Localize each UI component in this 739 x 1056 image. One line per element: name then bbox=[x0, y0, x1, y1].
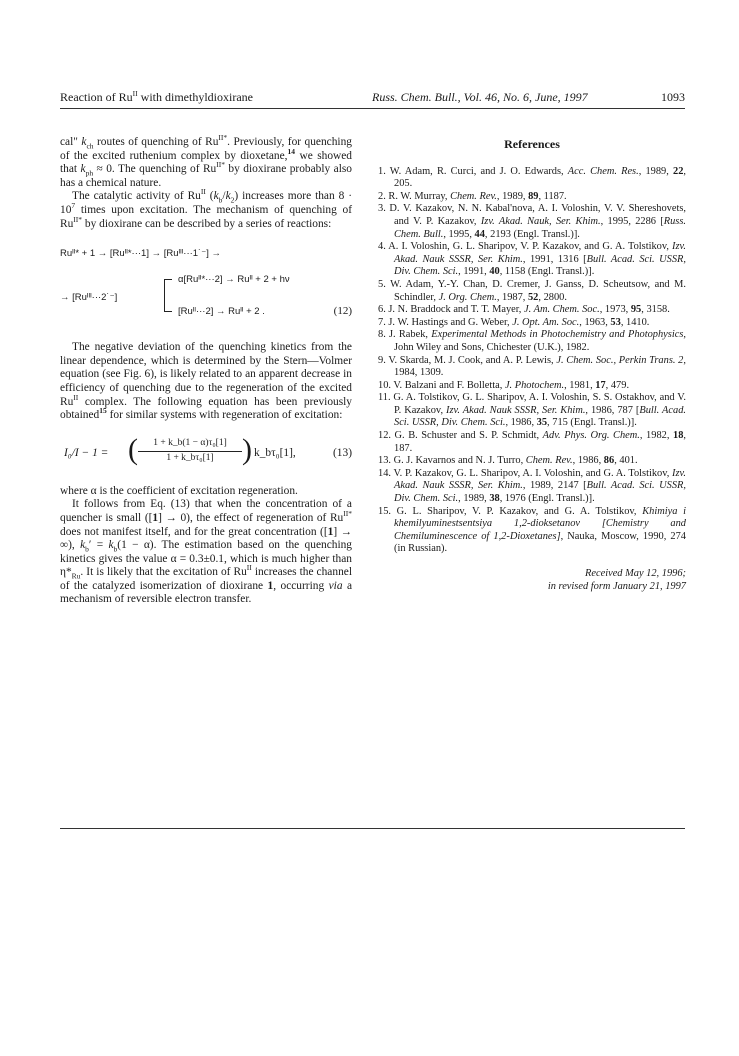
paragraph-3: The negative deviation of the quenching kinetics from the linear dependence, which is determined by the Stern—Volmer equation (see Fig. 6), is likely related to an apparent decrease in efficiency of quenching due to the regeneration of the excited $Ru^{II}$ complex. The following equation has been previously obtained$^{15}$ for similar systems with regeneration of excitation: bbox=[60, 341, 352, 422]
reaction-line-2: → [Ruᴵᴵᴵ···2˙⁻] bbox=[60, 292, 118, 304]
references-column bbox=[378, 136, 686, 593]
reference-item: 10. V. Balzani and F. Bolletta, J. Photochem., 1981, 17, 479. bbox=[378, 379, 630, 391]
eq13-left-paren: ( bbox=[128, 432, 138, 466]
received-date: Received May 12, 1996; bbox=[585, 568, 686, 579]
reference-item: 11. G. A. Tolstikov, G. L. Sharipov, A. I. Voloshin, S. S. Ostakhov, and V. P. Kazakov, Izv. Akad. Nauk SSSR, Ser. Khim., 1986, 787 [Bull. Acad. Sci. USSR, Div. Chem. Sci., 1986, 35, 715 (Engl. Transl.)]. bbox=[378, 392, 686, 429]
reference-item: 8. J. Rabek, Experimental Methods in Photochemistry and Photophysics, John Wiley and Sons, Chichester (U.K.), 1982. bbox=[378, 329, 686, 353]
eq13-lhs: I₀/I − 1 = bbox=[64, 446, 109, 459]
paragraph-2: The catalytic activity of $Ru^{II}$ $(k_b/k_2)$ increases more than $8 \cdot 10^7$ times upon excitation. The mechanism of quenching of $Ru^{II*}$ by dioxirane can be described by a series of reactions: bbox=[60, 187, 352, 230]
bracket-bottom-tick bbox=[164, 311, 172, 312]
equation-number-13: (13) bbox=[333, 446, 352, 459]
reference-item: 3. D. V. Kazakov, N. N. Kabal'nova, A. I. Voloshin, V. V. Shereshovets, and V. P. Kazakov, Izv. Akad. Nauk, Ser. Khim., 1995, 2286 [Russ. Chem. Bull., 1995, 44, 2193 (Engl. Transl.)]. bbox=[378, 203, 686, 240]
eq13-numerator: 1 + k_b(1 − α)τ₀[1] bbox=[138, 437, 242, 453]
reference-item: 1. W. Adam, R. Curci, and J. O. Edwards, Acc. Chem. Res., 1989, 22, 205. bbox=[378, 165, 686, 190]
header-title-text: Reaction of Ru bbox=[60, 90, 133, 104]
running-header bbox=[60, 90, 685, 106]
reaction-branch-top: α[Ruᴵᴵ*···2] → Ruᴵᴵ + 2 + hν bbox=[178, 274, 290, 286]
reference-item: 7. J. W. Hastings and G. Weber, J. Opt. Am. Soc., 1963, 53, 1410. bbox=[378, 316, 650, 328]
footer-rule bbox=[60, 828, 685, 829]
equation-number-12: (12) bbox=[333, 305, 352, 318]
equation-13 bbox=[60, 433, 352, 477]
reference-item: 5. W. Adam, Y.-Y. Chan, D. Cremer, J. Ganss, D. Scheutsow, and M. Schindler, J. Org. Chem., 1987, 52, 2800. bbox=[378, 278, 686, 303]
eq13-fraction bbox=[138, 437, 242, 466]
left-column bbox=[60, 133, 353, 607]
reaction-branch-bottom: [Ruᴵᴵ···2] → Ruᴵᴵ + 2 . bbox=[178, 306, 265, 318]
reference-item: 12. G. B. Schuster and S. P. Schmidt, Adv. Phys. Org. Chem., 1982, 18, 187. bbox=[378, 430, 686, 454]
page-number: 1093 bbox=[661, 90, 685, 104]
journal-citation: Russ. Chem. Bull., Vol. 46, No. 6, June, 1997 bbox=[372, 90, 588, 104]
references-heading: References bbox=[504, 137, 560, 151]
header-rule bbox=[60, 108, 685, 109]
received-note bbox=[378, 568, 686, 593]
header-title-sup: II bbox=[132, 89, 138, 98]
eq13-right-paren: ) bbox=[242, 432, 252, 466]
header-title-tail: with dimethyldioxirane bbox=[137, 90, 253, 104]
reaction-line-1: Ruᴵᴵ* + 1 → [Ruᴵᴵ*···1] → [Ruᴵᴵᴵ···1˙⁻] → bbox=[60, 248, 222, 260]
bracket-top-tick bbox=[164, 279, 172, 280]
reference-item: 4. A. I. Voloshin, G. L. Sharipov, V. P. Kazakov, and G. A. Tolstikov, Izv. Akad. Nauk SSSR, Ser. Khim., 1991, 1316 [Bull. Acad. Sci. USSR, Div. Chem. Sci., 1991, 40, 1158 (Engl. Transl.)]. bbox=[378, 241, 686, 278]
eq13-denominator: 1 + k_bτ₀[1] bbox=[166, 453, 214, 464]
reference-list bbox=[378, 166, 686, 556]
paragraph-5: It follows from Eq. (13) that when the concentration of a quencher is small ([1] → 0), the effect of regeneration of $Ru^{II*}$ does not manifest itself, and for the great concentration ([1] → ∞), $k_b' = k_b(1 - \alpha)$. The estimation based on the quenching kinetics gives the value α = 0.3±0.1, which is much higher than $\eta*_{Ru}$. It is likely that the excitation of $Ru^{II}$ increases the channel of the catalyzed isomerization of dioxirane 1, occurring via a mechanism of reversible electron transfer. bbox=[60, 498, 353, 606]
paragraph-1: cal" $k_{ch}$ routes of quenching of $Ru^{II*}$. Previously, for quenching of the excited ruthenium complex by dioxetane,$^{14}$ we showed that $k_{ph} \approx 0$. The quenching of $Ru^{II*}$ by dioxirane probably also has a chemical nature. bbox=[60, 133, 353, 189]
reference-item: 13. G. J. Kavarnos and N. J. Turro, Chem. Rev., 1986, 86, 401. bbox=[378, 455, 638, 467]
revised-date: in revised form January 21, 1997 bbox=[547, 580, 686, 592]
reference-item: 15. G. L. Sharipov, V. P. Kazakov, and G. A. Tolstikov, Khimiya i khemilyuminestsentsiya 1,2-dioksetanov [Chemistry and Chemiluminescence of 1,2-Dioxetanes], Nauka, Moscow, 1990, 274 (in Russian). bbox=[378, 505, 686, 555]
header-title bbox=[60, 90, 253, 105]
reference-item: 6. J. N. Braddock and T. T. Mayer, J. Am. Chem. Soc., 1973, 95, 3158. bbox=[378, 304, 670, 316]
reaction-scheme-12 bbox=[60, 239, 352, 329]
reference-item: 14. V. P. Kazakov, G. L. Sharipov, A. I. Voloshin, and G. A. Tolstikov, Izv. Akad. Nauk SSSR, Ser. Khim., 1989, 2147 [Bull. Acad. Sci. USSR, Div. Chem. Sci., 1989, 38, 1976 (Engl. Transl.)]. bbox=[378, 467, 686, 505]
paragraph-4: where α is the coefficient of excitation regeneration. bbox=[60, 484, 298, 497]
eq13-tail: k_bτ₀[1], bbox=[254, 446, 296, 459]
reference-item: 2. R. W. Murray, Chem. Rev., 1989, 89, 1187. bbox=[378, 190, 567, 202]
reference-item: 9. V. Skarda, M. J. Cook, and A. P. Lewis, J. Chem. Soc., Perkin Trans. 2, 1984, 1309. bbox=[378, 354, 686, 379]
reaction-branch-bracket bbox=[164, 279, 165, 311]
